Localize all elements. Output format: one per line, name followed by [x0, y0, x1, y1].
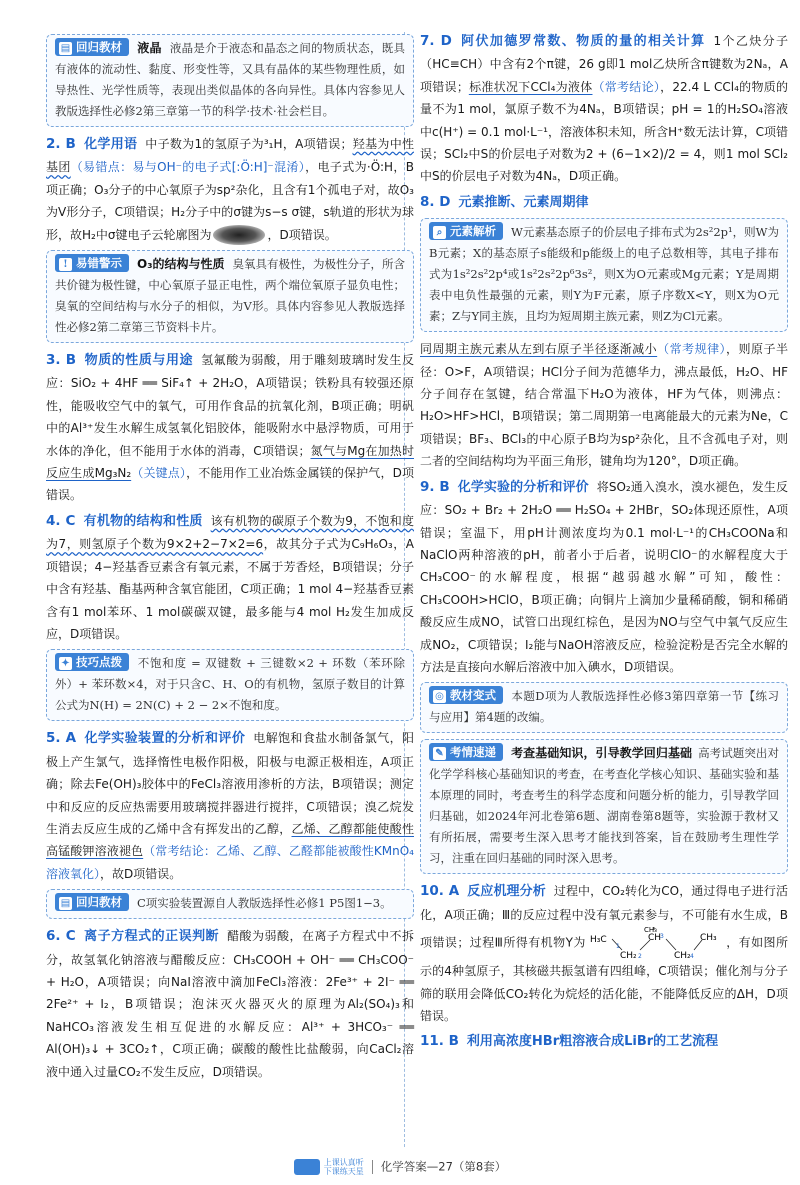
question-number: 5. A	[46, 730, 77, 747]
mol-hydrogen-number: 4	[689, 953, 694, 961]
callout-badge: ◎ 教材变式	[429, 686, 503, 704]
answer-text: ，电子式为·Ö:H，B项正确；O₃分子的中心氧原子为sp²杂化，且含有1个孤电子对，故O₃为V形分子，C项错误；H₂分子中的σ键为s−s σ键，s轨道的形状为球形，故H₂中σ键电子云轮廓图为	[46, 160, 414, 242]
question-topic: 元素推断、元素周期律	[458, 194, 589, 210]
callout-title: 考查基础知识，引导教学回归基础	[511, 746, 693, 761]
brand-logo-icon	[294, 1159, 320, 1175]
callout-badge: ✦ 技巧点拨	[55, 653, 129, 671]
callout-box-liquid-crystal	[46, 34, 414, 127]
footer-separator	[372, 1160, 373, 1174]
answer-text: ，不能用作工业冶炼金属镁的保护气，D项错误。	[46, 466, 414, 503]
annotation-note: （易错点：易与OH⁻的电子式[:Ö:H]⁻混淆）	[70, 160, 306, 175]
page-footer	[0, 1158, 800, 1176]
mol-bond	[666, 939, 676, 950]
callout-title: O₃的结构与性质	[137, 257, 225, 272]
electron-cloud-image	[213, 225, 265, 245]
key-phrase: 同周期主族元素从左到右原子半径逐渐减小	[420, 342, 658, 357]
question-number: 7. D	[420, 33, 452, 49]
callout-title: 液晶	[137, 41, 162, 55]
question-topic: 化学实验装置的分析和评价	[84, 731, 246, 747]
callout-badge: ▤ 回归教材	[55, 38, 129, 56]
callout-text: C项实验装置源自人教版选择性必修1 P5图1−3。	[137, 896, 392, 911]
mol-label: CH₃	[699, 933, 717, 944]
callout-badge: ▤ 回归教材	[55, 893, 129, 911]
page-number: 化学答案—27（第8套）	[380, 1159, 507, 1174]
analysis-icon: ⌕	[433, 226, 446, 239]
annotation-note: （常考结论：乙烯、乙醇、乙醛都能被酸性KMnO₄溶液氧化）	[46, 844, 414, 881]
mol-label: H₃C	[589, 935, 607, 946]
answer-text: 醋酸为弱酸，在离子方程式中不拆分，故氢氧化钠溶液与醋酸反应：CH₃COOH + OH⁻ ══ CH₃COO⁻ + H₂O，A项错误；向NaI溶液中滴加FeCl₃溶液：2Fe³⁺ + 2I⁻ ══ 2Fe²⁺ + I₂，B项错误；泡沫灭火器灭火的原理为Al₂(SO₄)₃和NaHCO₃溶液发生相互促进的水解反应：Al³⁺ + 3HCO₃⁻ ══ Al(OH)₃↓ + 3CO₂↑，C项正确；碳酸的酸性比盐酸弱，向CaCl₂溶液中通入过量CO₂不发生反应，D项错误。	[46, 929, 414, 1079]
left-column	[46, 30, 414, 1086]
question-10	[420, 880, 788, 1027]
question-topic: 离子方程式的正误判断	[83, 929, 220, 945]
mol-hydrogen-number: 2	[637, 953, 642, 961]
question-topic: 化学实验的分析和评价	[457, 479, 589, 495]
mol-hydrogen-number: 3	[659, 933, 664, 941]
key-phrase: 羟基为中性基团	[46, 137, 414, 175]
question-number: 2. B	[46, 136, 76, 152]
mol-hydrogen-number: 1	[615, 943, 620, 951]
question-5	[46, 727, 414, 885]
callout-box-tip	[46, 649, 414, 721]
pen-icon: ✎	[433, 747, 446, 760]
mol-label: CH₂	[673, 951, 691, 961]
key-phrase: 标准状况下CCl₄为液体	[468, 79, 593, 94]
question-topic: 有机物的结构和性质	[83, 513, 203, 529]
answer-text: 氢氟酸为弱酸，用于雕刻玻璃时发生反应：SiO₂ + 4HF ══ SiF₄↑ + 2H₂O，A项错误；铁粉具有较强还原性，能吸收空气中的氧气，可用作食品的抗氧化剂，B项正确；明矾中的Al³⁺发生水解生成氢氧化铝胶体，能吸附水中悬浮物质，可用于水体的净化，但不能用于水体的消毒，C项错误；	[46, 353, 414, 458]
question-8-continued	[420, 338, 788, 472]
callout-box-textbook-variant	[420, 682, 788, 733]
callout-text: 臭氧具有极性，为极性分子，所含共价键为极性键，中心氧原子显正电性，两个端位氧原子显负电性；臭氧的空间结构与水分子的相似，为V形。具体内容参见人教版选择性必修2第二章第三节资料卡片。	[55, 257, 405, 335]
callout-badge: ! 易错警示	[55, 254, 129, 272]
question-9	[420, 476, 788, 679]
answer-text: ，有如图所示的4种氢原子，其核磁共振氢谱有四组峰，C项错误；催化剂与分子筛的联用会降低CO₂转化为烷烃的活化能，不能降低反应的ΔH，D项错误。	[420, 935, 788, 1023]
question-topic: 反应机理分析	[467, 884, 546, 900]
answer-text: ，D项错误。	[267, 227, 337, 242]
question-topic: 物质的性质与用途	[84, 353, 194, 369]
molecule-y-structure	[590, 926, 722, 960]
motto-line: 上课认真听	[323, 1158, 364, 1167]
question-topic: 阿伏加德罗常数、物质的量的相关计算	[459, 34, 706, 49]
question-number: 11. B	[420, 1033, 459, 1050]
question-number: 9. B	[420, 478, 450, 495]
callout-box-element-analysis	[420, 218, 788, 332]
answer-text: 中子数为1的氢原子为	[145, 137, 264, 151]
callout-badge: ⌕ 元素解析	[429, 222, 503, 240]
question-2	[46, 133, 414, 246]
annotation-note: （常考结论）	[592, 79, 661, 94]
callout-text: 液晶是介于液态和晶态之间的物质状态，既具有液体的流动性、黏度、形变性等，又具有晶体的某些物理性质，如导热性、光学性质等，表现出类似晶体的各向异性。具体内容参见人教版选择性必修2第三章第一节的科学·技术·社会栏目。	[55, 41, 405, 118]
question-4	[46, 510, 414, 645]
question-number: 4. C	[46, 512, 76, 529]
question-topic: 化学用语	[83, 137, 138, 152]
question-number: 10. A	[420, 883, 460, 900]
annotation-note: （关键点）	[131, 466, 187, 481]
key-phrase: 氮气与Mg在加热时反应生成Mg₃N₂	[46, 443, 414, 481]
question-number: 3. B	[46, 352, 77, 369]
motto-line: 下课练天星	[323, 1167, 364, 1176]
callout-text: 高考试题突出对化学学科核心基础知识的考查，在考查化学核心知识、基础实验和基本原理的同时，考查考生的科学态度和问题分析的能力，引导教学回归基础，如2024年河北卷第6题、湖南卷第8题等，实验源于教材又有所拓展，需要考生深入思考才能找到答案，旨在鼓励考生理性学习，注重在回归基础的同时深入思考。	[429, 746, 779, 866]
callout-box-textbook	[46, 889, 414, 919]
callout-box-ozone	[46, 250, 414, 343]
answer-text: ，则原子半径：O>F，A项错误；HCl分子间为范德华力，沸点最低，H₂O、HF分子间存在氢键，结合常温下H₂O为液体，HF为气体，则沸点：H₂O>HF>HCl，B项错误；第二周期第一电离能最大的元素为Ne，C项错误；BF₃、BCl₃的中心原子B均为sp²杂化，且不含孤电子对，则二者的空间结构均为平面三角形，键角均为120°，D项正确。	[420, 342, 788, 469]
callout-text: 本题D项为人教版选择性必修3第四章第一节【练习与应用】第4题的改编。	[429, 689, 779, 725]
callout-text: W元素基态原子的价层电子排布式为2s²2p¹，则W为B元素；X的基态原子s能级和p能级上的电子总数相等，其电子排布式为1s²2s²2p⁴或1s²2s²2p⁶3s²，则X为O元素或Mg元素；Y是周期表中电负性最强的元素，则Y为F元素，原子序数X<Y，则X为O元素；Z与Y同主族，且均为短周期主族元素，则Z为Cl元素。	[429, 225, 779, 324]
question-6	[46, 925, 414, 1083]
question-number: 8. D	[420, 193, 451, 210]
warning-icon: !	[59, 258, 72, 271]
target-icon: ◎	[433, 690, 446, 703]
callout-text: 不饱和度 = 双键数 + 三键数×2 + 环数（苯环除外）+ 苯环数×4，对于只含C、H、O的有机物，氢原子数目的计算公式为N(H) = 2N(C) + 2 − 2×不饱和度。	[55, 656, 405, 713]
answer-text: 1个乙炔分子（HC≡CH）中含有2个π键，26 g即1 mol乙炔所含π键数为2Nₐ，A项错误；	[420, 34, 788, 94]
right-column	[420, 30, 788, 1057]
answer-text: 将SO₂通入溴水，溴水褪色，发生反应：SO₂ + Br₂ + 2H₂O ══ H₂SO₄ + 2HBr，SO₂体现还原性，A项错误；室温下，用pH计测浓度均为0.1 mol·L⁻¹的CH₃COONa和NaClO两种溶液的pH，前者小于后者，说明ClO⁻的水解程度大于CH₃COO⁻的水解程度，根据“越弱越水解”可知，酸性：CH₃COOH>HClO，B项正确；向铜片上滴加少量稀硝酸，铜和稀硝酸反应生成NO，试管口出现红棕色，是因为NO与空气中氧气反应生成NO₂，C项错误；I₂能与NaOH溶液反应，检验淀粉是否完全水解的方法是直接向水解后溶液中加入碘水，D项错误。	[420, 479, 789, 674]
annotation-note: （常考规律）	[657, 342, 727, 357]
answer-text: 电解饱和食盐水制备氯气，阳极上产生氯气，选择惰性电极作阳极，阳极与电源正极相连，A项正确；除去Fe(OH)₃胶体中的FeCl₃溶液用渗析的方法，B项错误；测定中和反应的反应热需要用玻璃搅拌器进行搅拌，C项错误；溴乙烷发生消去反应生成的乙烯中含有挥发出的乙醇，	[46, 731, 414, 836]
answer-text: ，故其分子式为C₉H₆O₃，A项错误；4−羟基香豆素含有氧元素，不属于芳香烃，B项错误；分子中含有羟基、酯基两种含氧官能团，C项正确；1 mol 4−羟基香豆素含有1 mol苯环、1 mol碳碳双键，最多能与4 mol H₂发生加成反应，D项错误。	[46, 537, 414, 641]
question-8	[420, 191, 788, 214]
mol-label: CH₂	[619, 951, 637, 961]
answer-text: 过程中，CO₂转化为CO，通过得电子进行活化，A项正确；Ⅲ的反应过程中没有氧元素参与，不可能有水生成，B项错误；过程Ⅲ所得有机物Y为	[420, 884, 788, 950]
key-phrase: 乙烯、乙醇都能使酸性高锰酸钾溶液褪色	[46, 821, 414, 859]
callout-badge: ✎ 考情速递	[429, 743, 503, 761]
question-topic: 利用高浓度HBr粗溶液合成LiBr的工艺流程	[466, 1034, 719, 1050]
question-7	[420, 30, 788, 188]
book-icon: ▤	[60, 898, 71, 910]
key-phrase: 该有机物的碳原子个数为9，不饱和度为7，则氢原子个数为9×2+2−7×2=6	[46, 513, 414, 552]
answer-text: ，故D项错误。	[100, 866, 182, 881]
answer-text: ，22.4 L CCl₄的物质的量不为1 mol，氯原子数不为4Nₐ，B项错误；pH = 1的H₂SO₄溶液中c(H⁺) = 0.1 mol·L⁻¹，溶液体积未知，所含H⁺数无法计算，C项错误；SCl₂中S的价层电子对数为2 + (6−1×2)/2 = 4，则1 mol SCl₂中S的价层电子对数为4Nₐ，D项正确。	[420, 79, 788, 184]
isotope-notation: ³₁H	[263, 137, 283, 151]
lightbulb-icon: ✦	[59, 657, 72, 670]
question-3	[46, 349, 414, 507]
callout-box-exam-trend	[420, 739, 788, 874]
brand-motto	[324, 1158, 364, 1176]
mol-label: CH₃	[643, 926, 657, 935]
question-number: 6. C	[46, 928, 76, 945]
answer-text: ，A项错误；	[282, 137, 353, 151]
mol-label: CH	[647, 933, 661, 944]
book-icon: ▤	[60, 43, 71, 54]
question-11	[420, 1030, 788, 1053]
